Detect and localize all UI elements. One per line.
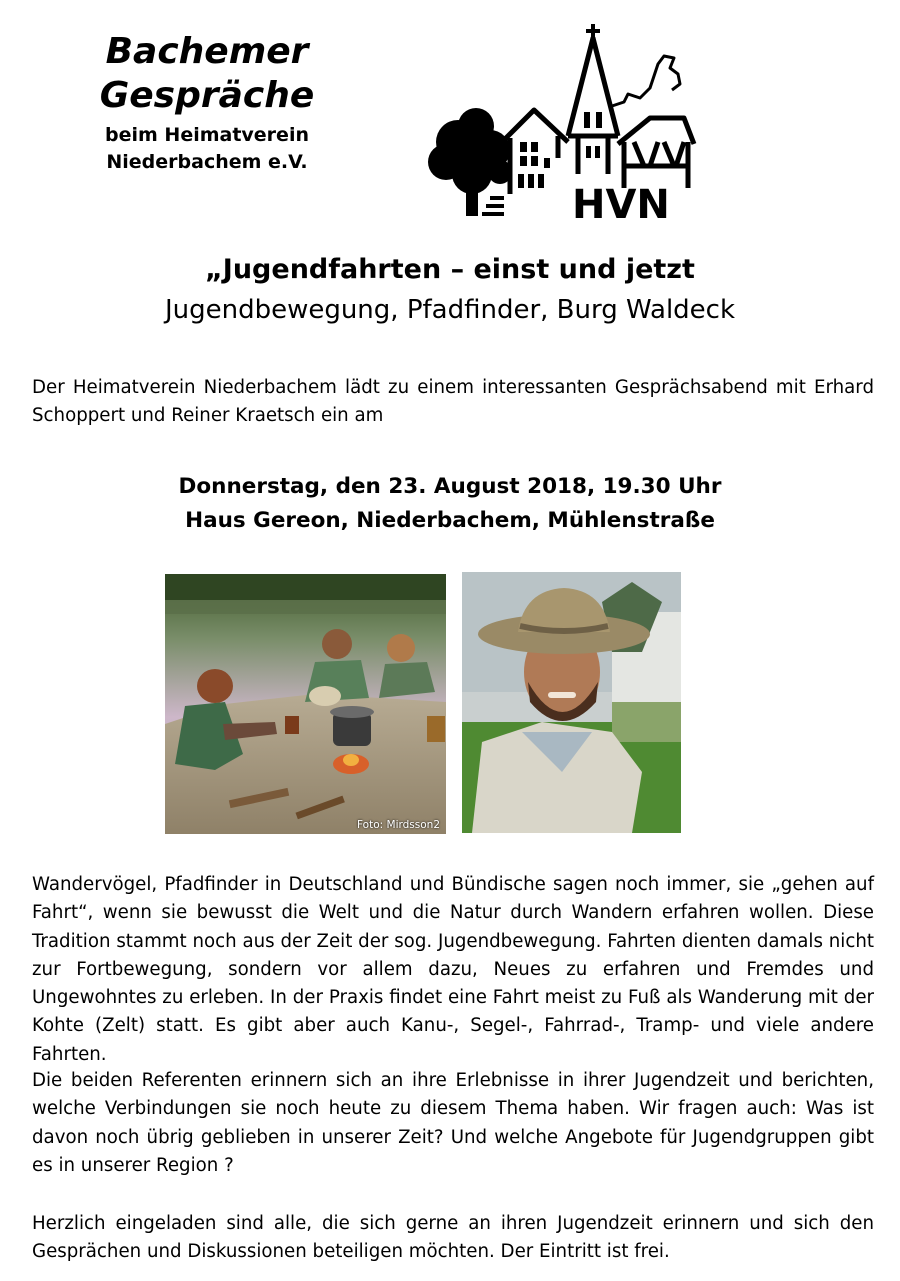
event-date: Donnerstag, den 23. August 2018, 19.30 Uhr (178, 474, 722, 499)
scouts-cooking-photo (165, 574, 446, 834)
man-with-hat-photo (462, 572, 681, 833)
closing-paragraph: Herzlich eingeladen sind alle, die sich gerne an ihren Jugendzeit erinnern und sich den Gesprächen und Diskussionen beteiligen möchten. Der Eintritt ist frei. (32, 1213, 874, 1263)
village-church-tree-logo-icon (428, 24, 704, 222)
event-title-block (0, 250, 900, 330)
body-paragraph-1: Wandervögel, Pfadfinder in Deutschland und Bündische sagen noch immer, sie „gehen auf Fahrt“, wenn sie bewusst die Welt und die Natur durch Wandern erfahren wollen. Diese Tradition stammt noch aus der Zeit der sog. Jugendbewegung. Fahrten dienten damals nicht zur Fortbewegung, sondern vor allem dazu, Neues zu erfahren und Fremdes und Ungewohntes zu erleben. In der Praxis findet eine Fahrt meist zu Fuß als Wanderung mit der Kohte (Zelt) statt. Es gibt aber auch Kanu-, Segel-, Fahrrad-, Tramp- und viele andere Fahrten. (32, 874, 874, 1065)
intro-paragraph: Der Heimatverein Niederbachem lädt zu einem interessanten Gesprächsabend mit Erhard Schoppert und Reiner Kraetsch ein am (32, 377, 874, 427)
brand-subtitle-line2: Niederbachem e.V. (106, 151, 308, 173)
page-subtitle: Jugendbewegung, Pfadfinder, Burg Waldeck (164, 295, 736, 325)
photo-credit: Foto: Mirdsson2 (357, 819, 440, 831)
event-date-location (0, 470, 900, 538)
brand-title-line2: Gespräche (99, 75, 315, 116)
body-paragraph-2: Die beiden Referenten erinnern sich an ihre Erlebnisse in ihrer Jugendzeit und berichten, welche Verbindungen sie noch heute zu diesem Thema haben. Wir fragen auch: Was ist davon noch übrig geblieben in unserer Zeit? Und welche Angebote für Jugendgruppen gibt es in unserer Region ? (32, 1070, 874, 1176)
brand-title-line1: Bachemer (105, 31, 309, 72)
page-title: „Jugendfahrten – einst und jetzt (205, 254, 695, 285)
brand-subtitle-line1: beim Heimatverein (105, 124, 309, 146)
organization-name-block (72, 30, 342, 176)
copyright-mark: © (448, 186, 458, 197)
logo-text: HVN (572, 182, 670, 222)
event-location: Haus Gereon, Niederbachem, Mühlenstraße (185, 508, 715, 533)
